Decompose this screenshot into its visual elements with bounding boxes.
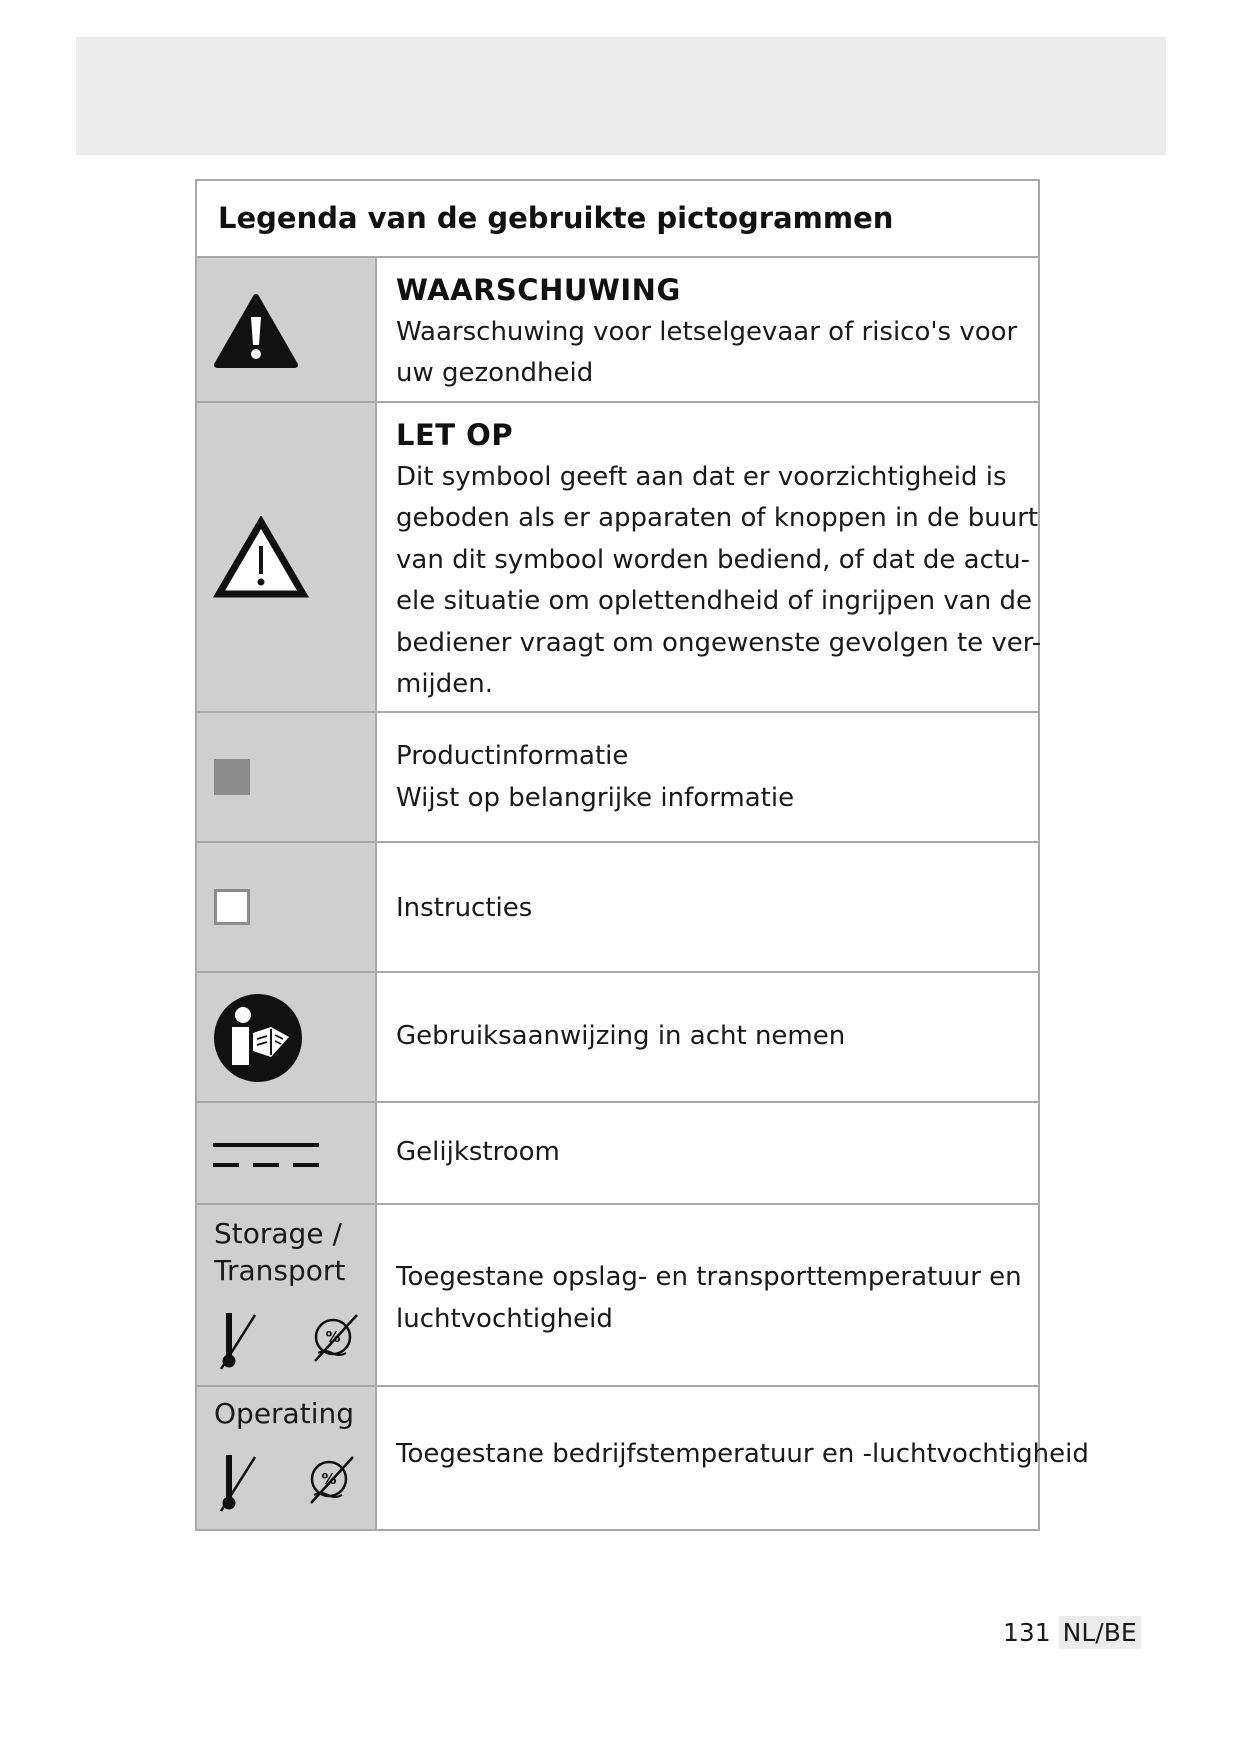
legend-text-line: Toegestane bedrijfstemperatuur en -luchtvochtigheid [396, 1439, 1089, 1469]
header-band [76, 37, 1166, 155]
direct-current-icon [213, 1141, 319, 1171]
legend-row-instructions [197, 843, 1038, 973]
legend-text-line: luchtvochtigheid [396, 1303, 613, 1334]
warning-filled-triangle-icon [213, 293, 299, 369]
legend-text-line: Dit symbool geeft aan dat er voorzichtigheid is [396, 461, 1007, 492]
legend-text-line: Instructies [396, 893, 533, 923]
legend-text-cell [396, 888, 1026, 930]
legend-row-warning [197, 258, 1038, 403]
legend-text-cell [396, 1257, 1026, 1340]
read-manual-icon [213, 993, 303, 1083]
legend-icon-cell [197, 1103, 377, 1203]
legend-heading: LET OP [396, 418, 514, 452]
legend-text-line: Gebruiksaanwijzing in acht nemen [396, 1021, 846, 1051]
legend-text-line: bediener vraagt om ongewenste gevolgen te ver- [396, 627, 1042, 658]
legend-text-line: van dit symbool worden bediend, of dat de actu- [396, 544, 1030, 575]
legend-text-line: ele situatie om oplettendheid of ingrijpen van de [396, 586, 1032, 616]
filled-square-icon [214, 759, 250, 795]
legend-icon-cell [197, 713, 377, 841]
humidity-limit-icon [313, 1309, 359, 1363]
legend-icon-cell [197, 258, 377, 401]
legend-text-cell [396, 415, 1042, 706]
svg-text:%: % [321, 1470, 337, 1488]
temperature-limit-icon [213, 1451, 259, 1513]
svg-text:%: % [325, 1328, 341, 1346]
icon-label-line: Storage / [214, 1217, 342, 1250]
legend-icon-cell [197, 1205, 377, 1385]
legend-icon-cell [197, 403, 377, 711]
table-title: Legenda van de gebruikte pictogrammen [218, 201, 894, 235]
empty-square-icon [214, 889, 250, 925]
legend-row-product-info [197, 713, 1038, 843]
legend-text-line: Wijst op belangrijke informatie [396, 782, 795, 813]
table-title-row [197, 181, 1038, 258]
legend-icon-cell [197, 843, 377, 971]
legend-text-line: uw gezondheid [396, 358, 594, 388]
legend-text-line: Productinformatie [396, 741, 629, 771]
humidity-limit-icon [309, 1451, 355, 1505]
legend-row-caution [197, 403, 1042, 713]
legend-text-cell [396, 1016, 1026, 1058]
legend-text-line: Gelijkstroom [396, 1137, 560, 1167]
legend-icon-cell [197, 1387, 377, 1529]
icon-label-line: Operating [214, 1397, 354, 1430]
legend-text-cell [396, 1132, 1026, 1174]
legend-row-operating [197, 1387, 1089, 1529]
caution-outline-triangle-icon [213, 516, 309, 600]
pictogram-legend-table [195, 179, 1089, 1531]
legend-text-line: Toegestane opslag- en transporttemperatuur en [396, 1262, 1022, 1292]
legend-text-line: mijden. [396, 669, 494, 699]
legend-heading: WAARSCHUWING [396, 273, 681, 307]
locale-label: NL/BE [1059, 1616, 1141, 1649]
legend-row-read-manual [197, 973, 1038, 1103]
legend-icon-cell [197, 973, 377, 1101]
icon-label-line: Transport [214, 1254, 346, 1287]
legend-text-cell [396, 736, 1026, 819]
legend-row-direct-current [197, 1103, 1038, 1205]
legend-text-line: Waarschuwing voor letselgevaar of risico's voor [396, 316, 1018, 347]
legend-text-cell [396, 1434, 1089, 1476]
legend-row-storage-transport [197, 1205, 1038, 1387]
temperature-limit-icon [213, 1309, 259, 1371]
legend-text-cell [396, 270, 1026, 395]
legend-text-line: geboden als er apparaten of knoppen in de buurt [396, 503, 1039, 533]
page-number: 131 [1003, 1618, 1051, 1647]
page-footer [1003, 1618, 1141, 1647]
